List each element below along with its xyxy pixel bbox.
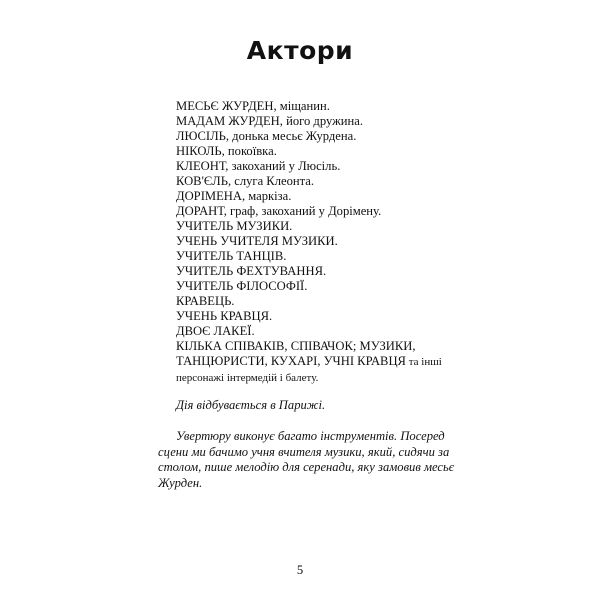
cast-item <box>176 309 466 324</box>
cast-description: , донька месьє Журдена. <box>225 129 357 143</box>
cast-name: ДОРАНТ <box>176 204 224 218</box>
cast-item <box>176 129 466 144</box>
cast-item <box>176 234 466 249</box>
cast-item <box>176 219 466 234</box>
cast-description: , граф, закоханий у Дорімену. <box>223 204 382 218</box>
cast-item <box>176 114 466 129</box>
cast-description: , міщанин. <box>273 99 330 113</box>
cast-description: , його дружина. <box>279 114 363 128</box>
cast-name: КЛЕОНТ <box>176 159 226 173</box>
page-number: 5 <box>296 563 304 577</box>
cast-item <box>176 189 466 204</box>
cast-item <box>176 249 466 264</box>
cast-item <box>176 264 466 279</box>
cast-item <box>176 99 466 114</box>
cast-item <box>176 174 466 189</box>
cast-name: КОВ'ЄЛЬ <box>176 174 228 188</box>
cast-name: УЧИТЕЛЬ МУЗИКИ. <box>176 219 293 233</box>
stage-direction: Увертюру виконує багато інструментів. Посеред сцени ми бачимо учня вчителя музики, який, сидячи за столом, пише мелодію для серенади, яку замовив месьє Журден. <box>158 429 455 490</box>
cast-ensemble-names: КІЛЬКА СПІВАКІВ, СПІВАЧОК; МУЗИКИ, ТАНЦЮРИСТИ, КУХАРІ, УЧНІ КРАВЦЯ <box>176 339 416 368</box>
page-title: Актори <box>246 36 354 65</box>
setting-note: Дія відбувається в Парижі. <box>176 398 326 412</box>
cast-name: ЛЮСІЛЬ <box>176 129 226 143</box>
cast-name: УЧИТЕЛЬ ФЕХТУВАННЯ. <box>176 264 327 278</box>
cast-name: МЕСЬЄ ЖУРДЕН <box>176 99 274 113</box>
cast-name: МАДАМ ЖУРДЕН <box>176 114 280 128</box>
cast-name: УЧИТЕЛЬ ФІЛОСОФІЇ. <box>176 279 308 293</box>
cast-item-ensemble <box>176 339 466 386</box>
cast-name: ДОРІМЕНА <box>176 189 242 203</box>
cast-name: УЧЕНЬ КРАВЦЯ. <box>176 309 273 323</box>
cast-description: , покоївка. <box>221 144 277 158</box>
cast-name: УЧЕНЬ УЧИТЕЛЯ МУЗИКИ. <box>176 234 338 248</box>
cast-item <box>176 159 466 174</box>
cast-description: , слуга Клеонта. <box>227 174 315 188</box>
cast-ensemble-description: та інші персонажі інтермедій і балету. <box>176 356 442 384</box>
cast-description: , закоханий у Люсіль. <box>225 159 341 173</box>
cast-item <box>176 294 466 309</box>
cast-item <box>176 204 466 219</box>
cast-name: КРАВЕЦЬ. <box>176 294 235 308</box>
cast-description: , маркіза. <box>241 189 292 203</box>
cast-name: УЧИТЕЛЬ ТАНЦІВ. <box>176 249 287 263</box>
cast-item <box>176 279 466 294</box>
cast-name: ДВОЄ ЛАКЕЇ. <box>176 324 255 338</box>
cast-list <box>176 99 466 386</box>
cast-item <box>176 324 466 339</box>
cast-name: НІКОЛЬ <box>176 144 222 158</box>
cast-item <box>176 144 466 159</box>
